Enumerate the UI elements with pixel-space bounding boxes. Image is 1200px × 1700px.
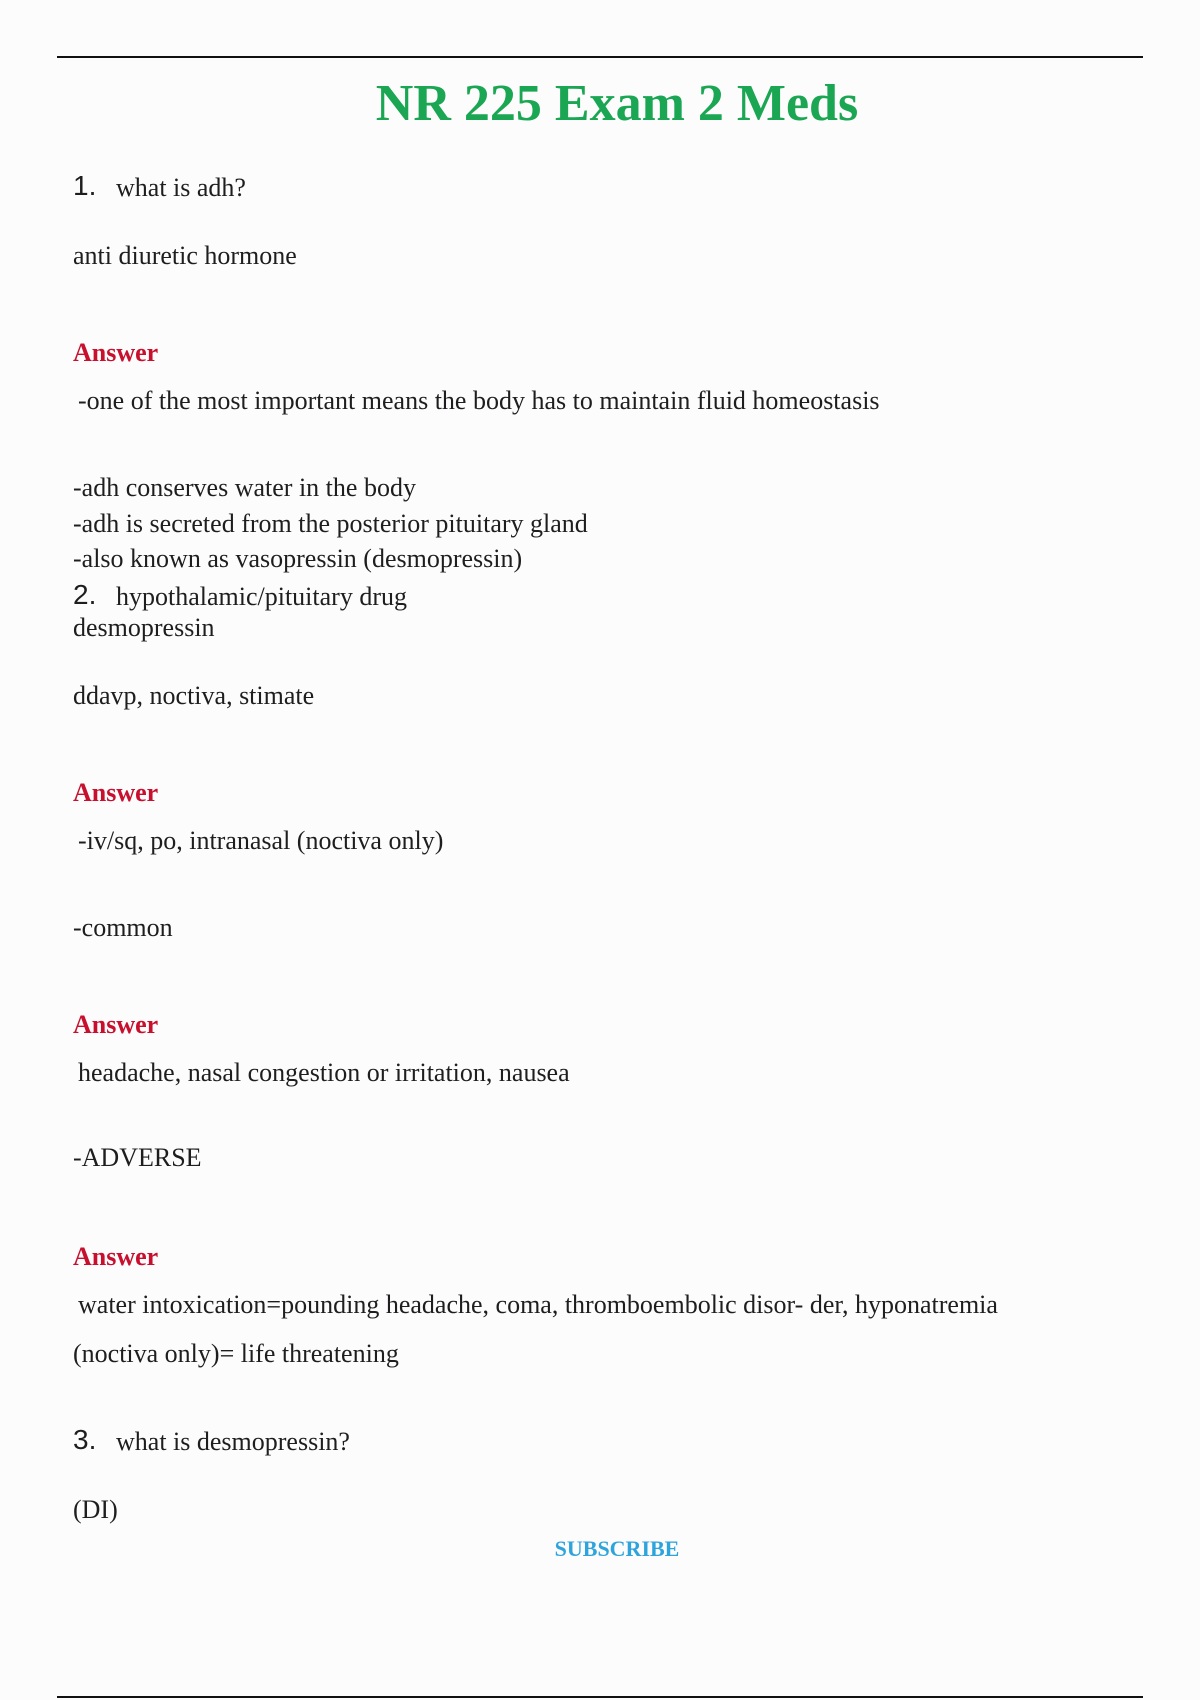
answer-label: Answer: [73, 778, 159, 807]
question-2-number: 2.: [73, 579, 97, 610]
drug-name: desmopressin: [73, 613, 215, 642]
common-label: -common: [73, 913, 173, 942]
question-3-term: (DI): [73, 1495, 118, 1524]
subscribe-link[interactable]: SUBSCRIBE: [554, 1536, 680, 1561]
question-2-text: hypothalamic/pituitary drug: [116, 582, 407, 611]
answer-text-continued: (noctiva only)= life threatening: [73, 1339, 399, 1368]
adverse-label: -ADVERSE: [73, 1143, 202, 1172]
answer-text: headache, nasal congestion or irritation, nausea: [78, 1058, 570, 1087]
question-1-text: what is adh?: [116, 173, 246, 202]
bottom-rule: [57, 1696, 1143, 1698]
note-line: -also known as vasopressin (desmopressin): [73, 544, 523, 573]
answer-text: -one of the most important means the body has to maintain fluid homeostasis: [78, 386, 880, 415]
question-3-number: 3.: [73, 1424, 97, 1455]
note-line: -adh is secreted from the posterior pituitary gland: [73, 509, 588, 538]
answer-text: water intoxication=pounding headache, coma, thromboembolic disor- der, hyponatremia: [78, 1290, 998, 1319]
note-line: -adh conserves water in the body: [73, 473, 416, 502]
question-3-text: what is desmopressin?: [116, 1427, 350, 1456]
drug-brands: ddavp, noctiva, stimate: [73, 681, 315, 710]
question-1-term: anti diuretic hormone: [73, 241, 297, 270]
answer-label: Answer: [73, 1010, 159, 1039]
answer-label: Answer: [73, 338, 159, 367]
answer-label: Answer: [73, 1242, 159, 1271]
document-title: NR 225 Exam 2 Meds: [375, 75, 859, 132]
answer-text: -iv/sq, po, intranasal (noctiva only): [78, 826, 444, 855]
question-1-number: 1.: [73, 170, 97, 201]
top-rule: [57, 56, 1143, 58]
